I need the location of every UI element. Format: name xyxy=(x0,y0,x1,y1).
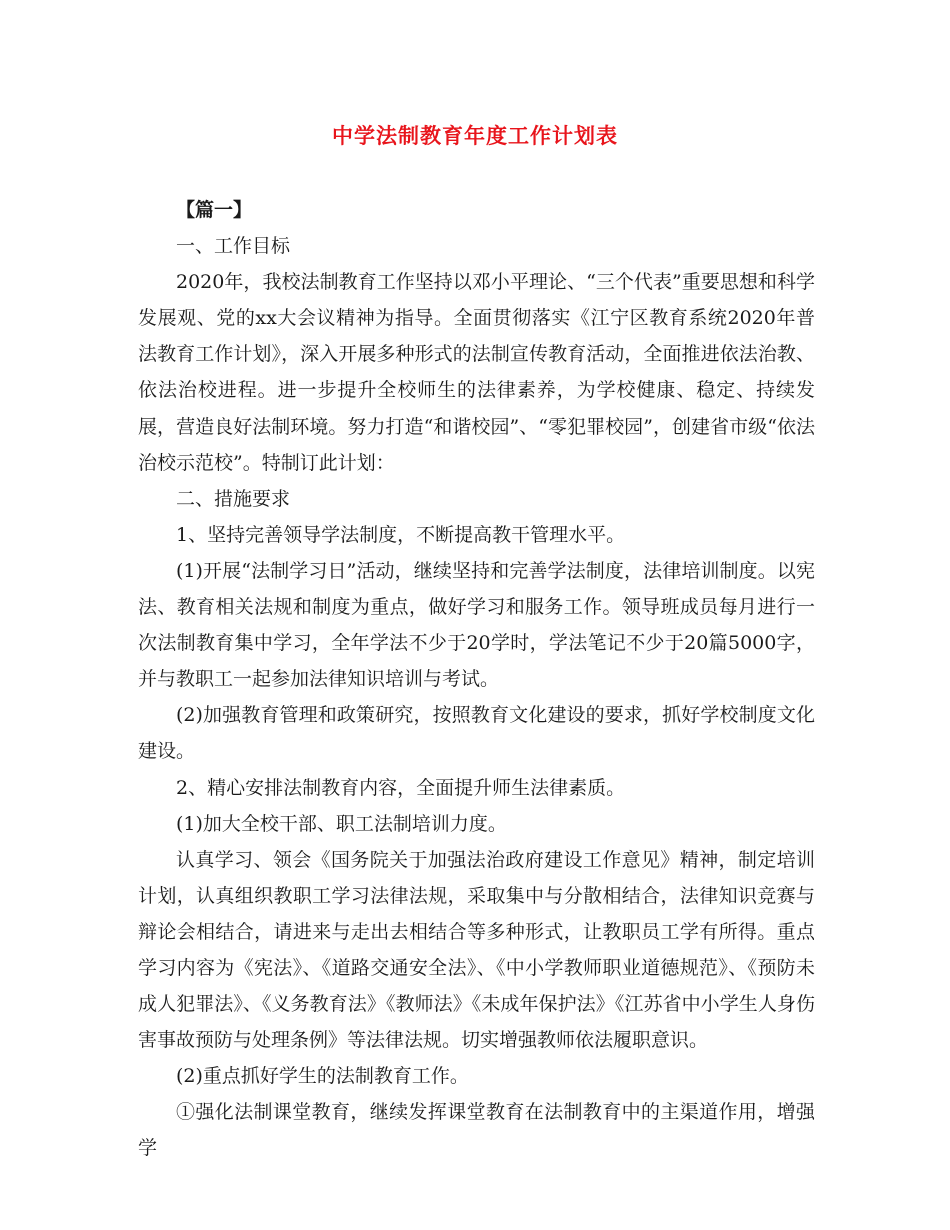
document-body xyxy=(138,192,815,1167)
paragraph-goals-text: 2020年，我校法制教育工作坚持以邓小平理论、“三个代表”重要思想和科学发展观、党的xx大会议精神为指导。全面贯彻落实《江宁区教育系统2020年普法教育工作计划》，深入开展多种形式的法制宣传教育活动，全面推进依法治教、依法治校进程。进一步提升全校师生的法律素养，为学校健康、稳定、持续发展，营造良好法制环境。努力打造“和谐校园”、“零犯罪校园”，创建省市级“依法治校示范校”。特制订此计划： xyxy=(138,271,815,474)
section-heading-part-one: 【篇一】 xyxy=(176,199,253,221)
paragraph-training-details: 认真学习、领会《国务院关于加强法治政府建设工作意见》精神，制定培训计划，认真组织教职工学习法律法规，采取集中与分散相结合，法律知识竞赛与辩论会相结合，请进来与走出去相结合等多种形式，让教职员工学有所得。重点学习内容为《宪法》、《道路交通安全法》、《中小学教师职业道德规范》、《预防未成人犯罪法》、《义务教育法》《教师法》《未成年保护法》《江苏省中小学生人身伤害事故预防与处理条例》等法律法规。切实增强教师依法履职意识。 xyxy=(138,848,815,1052)
item-circled-1-classroom: ①强化法制课堂教育，继续发挥课堂教育在法制教育中的主渠道作用，增强学 xyxy=(138,1101,815,1160)
document-title: 中学法制教育年度工作计划表 xyxy=(332,123,618,148)
item-2-2-student-education: (2)重点抓好学生的法制教育工作。 xyxy=(176,1065,469,1088)
item-2-1-staff-training: (1)加大全校干部、职工法制培训力度。 xyxy=(176,812,507,835)
heading-work-goals: 一、工作目标 xyxy=(176,235,291,258)
item-1-2-management-research: (2)加强教育管理和政策研究，按照教育文化建设的要求，抓好学校制度文化建设。 xyxy=(138,704,815,763)
item-1-leadership-study: 1、坚持完善领导学法制度，不断提高教干管理水平。 xyxy=(176,523,626,546)
item-1-1-law-study-day: (1)开展“法制学习日”活动，继续坚持和完善学法制度，法律培训制度。以宪法、教育相关法规和制度为重点，做好学习和服务工作。领导班成员每月进行一次法制教育集中学习，全年学法不少于20学时，学法笔记不少于20篇5000字，并与教职工一起参加法律知识培训与考试。 xyxy=(138,559,815,691)
heading-measures: 二、措施要求 xyxy=(176,487,291,510)
item-2-education-content: 2、精心安排法制教育内容，全面提升师生法律素质。 xyxy=(176,776,626,799)
